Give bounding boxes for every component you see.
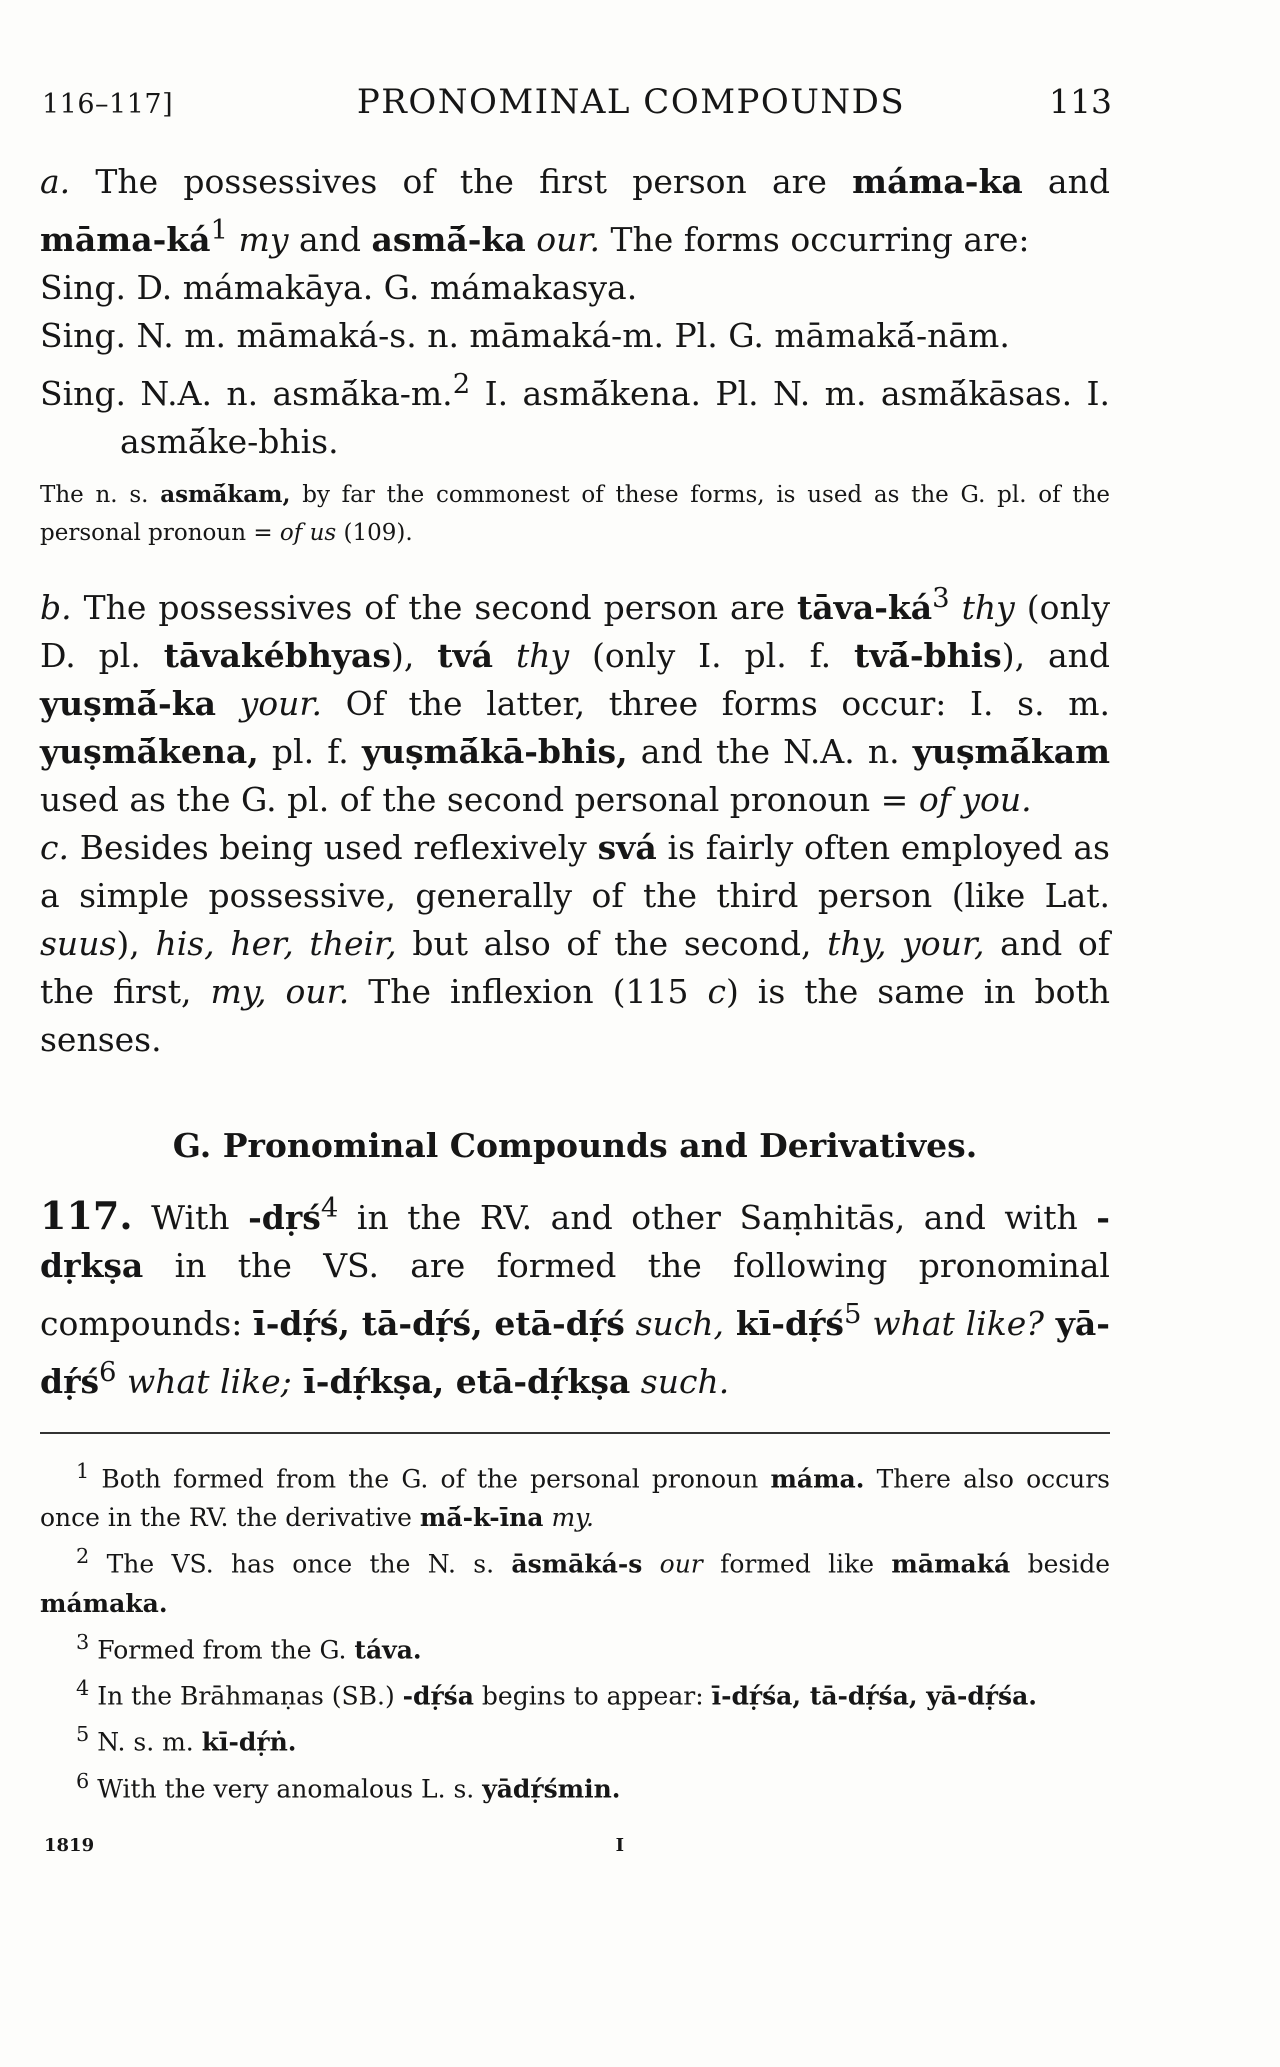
footnotes <box>40 1452 1110 1808</box>
footnote-ref: 6 <box>99 1356 117 1388</box>
text: ) is the same in both senses. <box>40 972 1110 1059</box>
page-title: PRONOMINAL COMPOUNDS <box>356 82 906 122</box>
sanskrit-word: asmā́kam, <box>160 481 291 508</box>
text: N. s. m. <box>89 1727 202 1757</box>
gloss: thy <box>493 636 570 675</box>
gloss: thy <box>949 588 1015 627</box>
footnote-6 <box>40 1762 1110 1808</box>
gloss: my, our. <box>210 972 350 1011</box>
gloss: my <box>238 220 289 259</box>
text: Both formed from the G. of the personal pronoun <box>89 1464 771 1494</box>
gloss: what like? <box>861 1304 1044 1343</box>
sanskrit-word: máma. <box>770 1464 865 1494</box>
section-range: 116–117] <box>42 89 174 120</box>
text: Besides being used reflexively <box>68 828 598 867</box>
forms-line-1: Sing. D. mámakāya. G. mámakasya. <box>40 268 638 307</box>
paragraph-c <box>40 824 1110 1064</box>
sanskrit-word: māmaká <box>891 1549 1011 1579</box>
sanskrit-word: mámaka. <box>40 1588 168 1618</box>
gloss: my. <box>543 1503 594 1533</box>
page-body <box>40 158 1110 1870</box>
sanskrit-word: ī-dṛ́śa, tā-dṛ́śa, yā-dṛ́śa. <box>711 1681 1037 1711</box>
sanskrit-word: yā-dṛ́ś <box>40 1304 1111 1401</box>
sanskrit-word: táva. <box>354 1634 422 1664</box>
sanskrit-word: asmā́-ka <box>371 220 526 259</box>
footnote-ref: 3 <box>932 582 950 614</box>
footnote-3 <box>40 1623 1110 1669</box>
sanskrit-word: āsmāká-s <box>511 1549 643 1579</box>
footnote-mark: 4 <box>76 1675 90 1700</box>
sanskrit-word: svá <box>597 828 657 867</box>
footnote-rule <box>40 1432 1110 1434</box>
footnote-4 <box>40 1669 1110 1715</box>
sanskrit-word: tvá <box>437 636 494 675</box>
text: Of the latter, three forms occur: I. s. m. <box>322 684 1110 723</box>
text: The possessives of the first person are <box>70 162 853 201</box>
text: in the RV. and other Saṃhitās, and with <box>338 1198 1097 1237</box>
gloss: thy, your, <box>827 924 985 963</box>
para-label: a. <box>40 162 71 201</box>
text: Sing. N.A. n. asmā́ka-m. <box>40 374 453 413</box>
text: The inflexion (115 <box>349 972 708 1011</box>
sanskrit-word: tāvakébhyas <box>163 636 391 675</box>
sanskrit-word: kī-dṛ́ṅ. <box>201 1727 297 1757</box>
footnote-ref: 1 <box>210 214 229 246</box>
sanskrit-word: yuṣmā́-ka <box>40 684 216 723</box>
footnote-5 <box>40 1715 1110 1761</box>
footnote-mark: 5 <box>76 1722 90 1747</box>
text: The n. s. <box>40 482 161 508</box>
text: and the N.A. n. <box>627 732 913 771</box>
note-a <box>40 476 1110 552</box>
text: and <box>1022 162 1110 201</box>
text: With the very anomalous L. s. <box>89 1773 483 1803</box>
sanskrit-word: mā́-k-īna <box>419 1503 544 1533</box>
text: begins to appear: <box>473 1681 712 1711</box>
paragraph-a <box>40 158 1110 264</box>
gloss: suus <box>40 924 117 963</box>
sanskrit-word: -dṛkṣa <box>40 1198 1110 1285</box>
text: (only D. pl. <box>40 588 1110 675</box>
footnote-mark: 2 <box>76 1544 90 1569</box>
forms-line-3 <box>40 360 1110 466</box>
gloss: of us <box>279 520 337 546</box>
text: (only I. pl. f. <box>569 636 855 675</box>
gloss: such. <box>630 1362 730 1401</box>
gloss: his, her, their, <box>155 924 397 963</box>
text: Formed from the G. <box>89 1634 355 1664</box>
text: in the VS. are formed the following pronominal compounds: <box>40 1246 1110 1343</box>
gloss: your. <box>216 684 323 723</box>
para-label: b. <box>40 588 72 627</box>
sanskrit-word: yuṣmā́kam <box>912 732 1110 771</box>
forms-line-2: Sing. N. m. māmaká-s. n. māmaká-m. Pl. G. māmakā́-nām. <box>40 316 1010 355</box>
sanskrit-word: tvā́-bhis <box>854 636 1002 675</box>
section-number: 117. <box>40 1193 133 1238</box>
text: used as the G. pl. of the second personal pronoun = <box>40 780 919 819</box>
text: but also of the second, <box>396 924 828 963</box>
text: In the Brāhmaṇas (SB.) <box>89 1681 403 1711</box>
text: and <box>288 220 372 259</box>
text: ), <box>116 924 156 963</box>
sanskrit-word: ī-dṛ́ś, tā-dṛ́ś, etā-dṛ́ś <box>253 1304 625 1343</box>
sanskrit-word: yuṣmā́kā-bhis, <box>361 732 628 771</box>
text: The possessives of the second person are <box>71 588 798 627</box>
text: (109). <box>336 520 413 546</box>
signature-number: 1819 <box>44 1834 95 1856</box>
paragraph-b <box>40 574 1110 824</box>
gloss: what like; <box>116 1362 292 1401</box>
sanskrit-word: -dṛś <box>248 1198 321 1237</box>
text: The VS. has once the N. s. <box>89 1549 512 1579</box>
footnote-mark: 3 <box>76 1629 90 1654</box>
text: The forms occurring are: <box>600 220 1030 259</box>
sanskrit-word: māma-ká <box>40 220 211 259</box>
footnote-ref: 5 <box>844 1298 862 1330</box>
page-number: 113 <box>1049 82 1112 121</box>
section-heading <box>40 1122 1110 1170</box>
text: There also occurs once in the RV. the derivative <box>40 1464 1111 1533</box>
footnote-mark: 6 <box>76 1768 90 1793</box>
signature-mark: I <box>615 1834 624 1856</box>
text: and of the first, <box>40 924 1110 1011</box>
sanskrit-word: kī-dṛ́ś <box>724 1304 844 1343</box>
footnote-1 <box>40 1452 1110 1537</box>
text: ), and <box>1001 636 1111 675</box>
sanskrit-word: tāva-ká <box>797 588 933 627</box>
sanskrit-word: -dṛ́śa <box>402 1681 474 1711</box>
footnote-mark: 1 <box>76 1459 90 1483</box>
footnote-ref: 2 <box>452 368 471 400</box>
sanskrit-word: ī-dṛ́kṣa, etā-dṛ́kṣa <box>291 1362 631 1401</box>
text: With <box>132 1198 249 1237</box>
gloss: such, <box>624 1304 725 1343</box>
text: formed like <box>702 1549 892 1579</box>
footnote-ref: 4 <box>320 1192 339 1224</box>
text: is fairly often employed as a simple possessive, generally of the third person (like Lat. <box>40 828 1110 915</box>
text: pl. f. <box>258 732 362 771</box>
para-label: c. <box>40 828 69 867</box>
paragraph-117 <box>40 1184 1110 1406</box>
text: I. asmā́kena. Pl. N. m. asmā́kāsas. I. asmā́ke-bhis. <box>120 374 1111 461</box>
footnote-2 <box>40 1537 1110 1622</box>
text: beside <box>1010 1549 1110 1579</box>
section-heading-text: G. Pronominal Compounds and Derivatives. <box>172 1126 978 1165</box>
sanskrit-word: máma-ka <box>852 162 1023 201</box>
gloss: c <box>707 972 726 1011</box>
sanskrit-word: yādṛ́śmin. <box>482 1773 621 1803</box>
gloss: our. <box>536 220 601 259</box>
gloss: our <box>642 1549 703 1579</box>
sanskrit-word: yuṣmā́kena, <box>40 732 259 771</box>
printer-signature <box>44 1822 624 1870</box>
text: ), <box>390 636 438 675</box>
text: by far the commonest of these forms, is used as the G. pl. of the personal pronoun = <box>40 482 1111 546</box>
running-header <box>42 82 1112 122</box>
gloss: of you. <box>918 780 1032 819</box>
